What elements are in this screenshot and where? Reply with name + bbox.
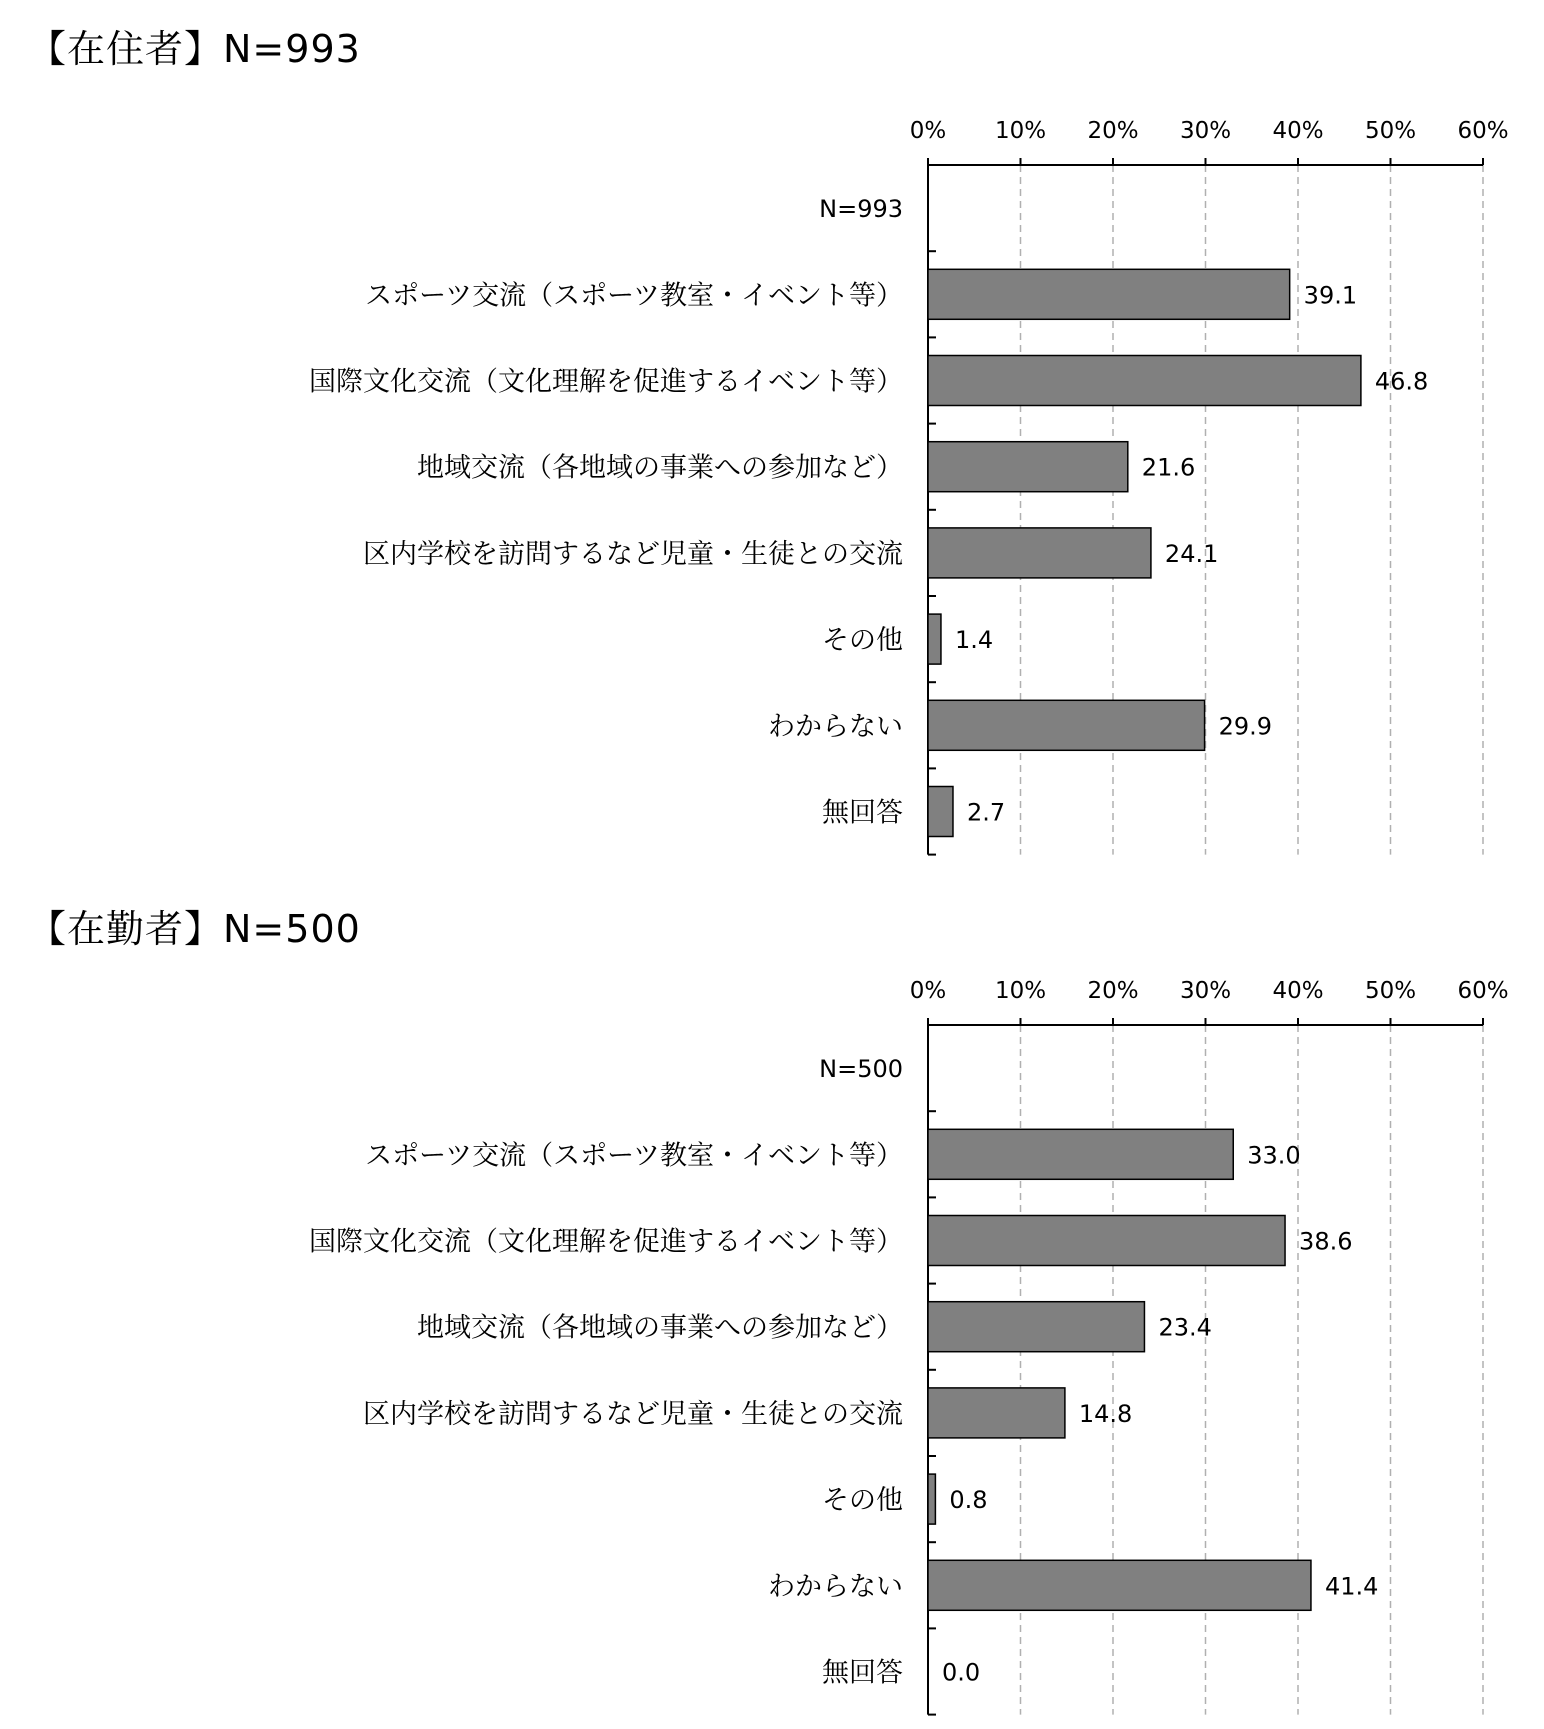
x-tick-label: 50%: [1364, 978, 1417, 1004]
bar: [928, 356, 1361, 406]
x-tick-label: 50%: [1364, 118, 1417, 144]
category-label: 国際文化交流（文化理解を促進するイベント等）: [309, 366, 903, 398]
bar-value-label: 21.6: [1141, 453, 1196, 482]
bar: [928, 442, 1128, 492]
category-label: 国際文化交流（文化理解を促進するイベント等）: [309, 1226, 903, 1258]
x-tick-label: 30%: [1179, 118, 1232, 144]
x-tick-label: 0%: [909, 978, 947, 1004]
bar-value-label: 1.4: [954, 626, 994, 655]
category-label: わからない: [768, 1571, 903, 1603]
bar: [928, 1560, 1311, 1610]
bar: [928, 700, 1205, 750]
bar: [928, 614, 941, 664]
x-tick-label: 20%: [1087, 118, 1139, 144]
bar: [928, 1388, 1065, 1438]
category-label: その他: [822, 625, 903, 657]
bar-value-label: 46.8: [1374, 367, 1429, 396]
category-label: 地域交流（各地域の事業への参加など）: [417, 452, 903, 484]
bar-value-label: 14.8: [1078, 1399, 1133, 1428]
bar-value-label: 0.8: [949, 1486, 988, 1515]
bar-value-label: 33.0: [1247, 1141, 1301, 1170]
category-label: 区内学校を訪問するなど児童・生徒との交流: [363, 538, 903, 570]
chart-heading-workers: 【在勤者】N=500: [28, 907, 361, 951]
x-tick-label: 0%: [909, 118, 947, 144]
bar-value-label: 23.4: [1158, 1313, 1212, 1342]
bar-chart-workers: [0, 860, 1544, 1720]
category-label: 地域交流（各地域の事業への参加など）: [417, 1312, 903, 1344]
bar-value-label: 29.9: [1218, 712, 1273, 741]
x-tick-label: 20%: [1087, 978, 1139, 1004]
x-tick-label: 40%: [1272, 978, 1324, 1004]
bar: [928, 269, 1290, 319]
bar: [928, 1302, 1144, 1352]
x-tick-label: 40%: [1272, 118, 1324, 144]
category-label: わからない: [768, 711, 903, 743]
bar: [928, 787, 953, 837]
bar: [928, 1216, 1285, 1266]
bar: [928, 1129, 1233, 1179]
bar-chart-residents: [0, 0, 1544, 860]
category-label: 無回答: [822, 1657, 903, 1689]
x-tick-label: 30%: [1179, 978, 1232, 1004]
category-label: 無回答: [822, 797, 903, 829]
bar-value-label: 2.7: [966, 798, 1006, 827]
bar: [928, 1474, 935, 1524]
category-label: スポーツ交流（スポーツ教室・イベント等）: [365, 1140, 903, 1172]
category-label: 区内学校を訪問するなど児童・生徒との交流: [363, 1398, 903, 1430]
bar-value-label: 38.6: [1299, 1227, 1353, 1256]
category-label: その他: [822, 1485, 903, 1517]
sample-size-label: N=500: [819, 1055, 903, 1084]
bar-value-label: 0.0: [942, 1658, 981, 1687]
x-tick-label: 60%: [1457, 978, 1509, 1004]
bar-value-label: 24.1: [1164, 539, 1219, 568]
x-tick-label: 10%: [994, 118, 1047, 144]
sample-size-label: N=993: [819, 195, 903, 224]
x-tick-label: 60%: [1457, 118, 1509, 144]
bar-value-label: 41.4: [1324, 1572, 1379, 1601]
category-label: スポーツ交流（スポーツ教室・イベント等）: [365, 280, 903, 312]
bar-value-label: 39.1: [1303, 281, 1358, 310]
x-tick-label: 10%: [994, 978, 1047, 1004]
chart-heading-residents: 【在住者】N=993: [28, 27, 361, 71]
bar: [928, 528, 1151, 578]
